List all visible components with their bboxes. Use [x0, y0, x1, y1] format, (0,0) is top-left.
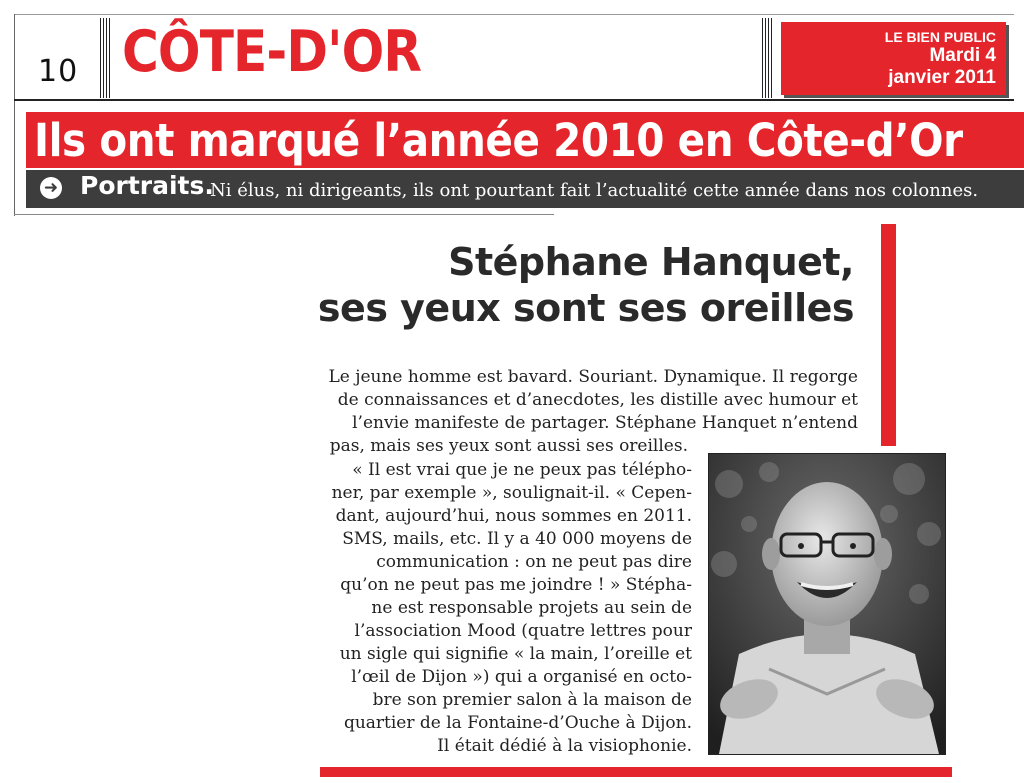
date-box — [781, 22, 1006, 95]
body-line: pas, mais ses yeux sont aussi ses oreilles. — [329, 436, 688, 456]
body-line: « Il est vrai que je ne peux pas télépho- — [352, 460, 692, 480]
body-line: ne est responsable projets au sein de — [371, 598, 692, 618]
header-rule — [14, 99, 1014, 101]
body-line: quartier de la Fontaine-d’Ouche à Dijon. — [343, 713, 692, 733]
portrait-photo — [708, 453, 946, 755]
article-red-footer — [320, 767, 952, 777]
body-line: dant, aujourd’hui, nous sommes en 2011. — [335, 506, 692, 526]
top-rule — [14, 14, 1014, 15]
body-line: de connaissances et d’anecdotes, les distille avec humour et — [337, 390, 858, 410]
body-line: l’envie manifeste de partager. Stéphane Hanquet n’entend — [352, 413, 858, 433]
article-title-line-1: Stéphane Hanquet, — [448, 240, 854, 284]
headline: Ils ont marqué l’année 2010 en Côte-d’Or — [34, 114, 963, 167]
left-frame-line — [14, 14, 15, 216]
article-red-edge — [881, 224, 896, 446]
body-line: communication : on ne peut pas dire — [376, 552, 692, 572]
section-title: CÔTE-D'OR — [122, 19, 422, 85]
banner-bottom-rule — [14, 214, 554, 215]
body-line: Le jeune homme est bavard. Souriant. Dynamique. Il regorge — [328, 367, 858, 387]
body-line: l’œil de Dijon ») qui a organisé en octo- — [351, 667, 692, 687]
article-title-line-2: ses yeux sont ses oreilles — [317, 286, 854, 330]
body-line: l’association Mood (quatre lettres pour — [354, 621, 692, 641]
body-line: Il était dédié à la visiophonie. — [437, 736, 692, 756]
separator-bars-left — [100, 18, 112, 98]
body-line: un sigle qui signifie « la main, l’oreille et — [339, 644, 692, 664]
arrow-circle-icon: ➜ — [40, 177, 62, 199]
page-number: 10 — [38, 54, 79, 89]
body-line: bre son premier salon à la maison de — [372, 690, 692, 710]
body-line: ner, par exemple », soulignait-il. « Cepen- — [331, 483, 692, 503]
date-month-year: janvier 2011 — [888, 67, 996, 88]
body-line: SMS, mails, etc. Il y a 40 000 moyens de — [342, 529, 692, 549]
date-day: Mardi 4 — [929, 45, 996, 66]
portrait-illustration — [709, 454, 945, 754]
subheading-label: Portraits. — [80, 171, 214, 200]
body-line: qu’on ne peut pas me joindre ! » Stépha- — [340, 575, 692, 595]
separator-bars-right — [762, 18, 774, 98]
subheading-text: Ni élus, ni dirigeants, ils ont pourtant fait l’actualité cette année dans nos colonnes. — [210, 180, 979, 201]
publication-name: LE BIEN PUBLIC — [884, 29, 996, 45]
